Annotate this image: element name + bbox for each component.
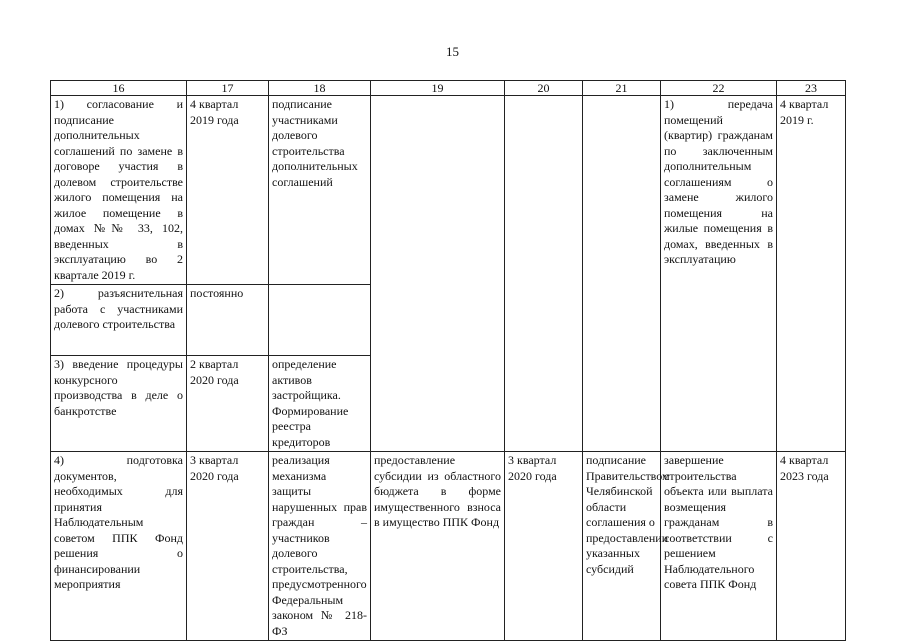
header-row: [51, 81, 846, 96]
column-header-17: 17: [187, 81, 269, 96]
table-row-4: [51, 452, 846, 641]
row4-deadline-cell: 3 квартал 2020 года: [187, 452, 269, 641]
column-header-22: 22: [661, 81, 777, 96]
row3-activity-cell: 3) введение процедуры конкурсного производства в деле о банкротстве: [51, 356, 187, 452]
empty-cell-20: [505, 96, 583, 452]
row1-result-cell: подписание участниками долевого строительства дополнительных соглашений: [269, 96, 371, 285]
row2-result-cell: [269, 285, 371, 356]
column-header-19: 19: [371, 81, 505, 96]
row3-deadline-cell: 2 квартал 2020 года: [187, 356, 269, 452]
row4-measure-result-cell: подписание Правительством Челябинской области соглашения о предоставлении указанных субсидий: [583, 452, 661, 641]
page-number: 15: [446, 44, 459, 59]
column-header-20: 20: [505, 81, 583, 96]
row1-outcome-cell: 1) передача помещений (квартир) гражданам по заключенным дополнительным соглашениям о замене жилого помещения на жилые помещения в домах, введенных в эксплуатацию: [661, 96, 777, 452]
row2-deadline-cell: постоянно: [187, 285, 269, 356]
row1-outcome-deadline-cell: 4 квартал 2019 г.: [777, 96, 846, 452]
table-row-1: [51, 96, 846, 285]
row4-result-cell: реализация механизма защиты нарушенных прав граждан – участников долевого строительства, предусмотренного Федеральным законом № 218-ФЗ: [269, 452, 371, 641]
row1-deadline-cell: 4 квартал 2019 года: [187, 96, 269, 285]
column-header-18: 18: [269, 81, 371, 96]
row4-measure-deadline-cell: 3 квартал 2020 года: [505, 452, 583, 641]
column-header-16: 16: [51, 81, 187, 96]
empty-cell-21: [583, 96, 661, 452]
column-header-23: 23: [777, 81, 846, 96]
row4-activity-cell: 4) подготовка документов, необходимых для принятия Наблюдательным советом ППК Фонд решения о финансировании мероприятия: [51, 452, 187, 641]
row4-outcome-cell: завершение строительства объекта или выплата возмещения гражданам в соответствии с решением Наблюдательного совета ППК Фонд: [661, 452, 777, 641]
empty-cell-19: [371, 96, 505, 452]
column-header-21: 21: [583, 81, 661, 96]
row1-activity-cell: 1) согласование и подписание дополнительных соглашений по замене в договоре участия в долевом строительстве жилого помещения на жилое помещение в домах №№ 33, 102, введенных в эксплуатацию во 2 квартале 2019 г.: [51, 96, 187, 285]
measures-table: [50, 80, 846, 641]
row2-activity-cell: 2) разъяснительная работа с участниками долевого строительства: [51, 285, 187, 356]
row3-result-cell: определение активов застройщика. Формирование реестра кредиторов: [269, 356, 371, 452]
row4-outcome-deadline-cell: 4 квартал 2023 года: [777, 452, 846, 641]
row4-measure-cell: предоставление субсидии из областного бюджета в форме имущественного взноса в имущество ППК Фонд: [371, 452, 505, 641]
